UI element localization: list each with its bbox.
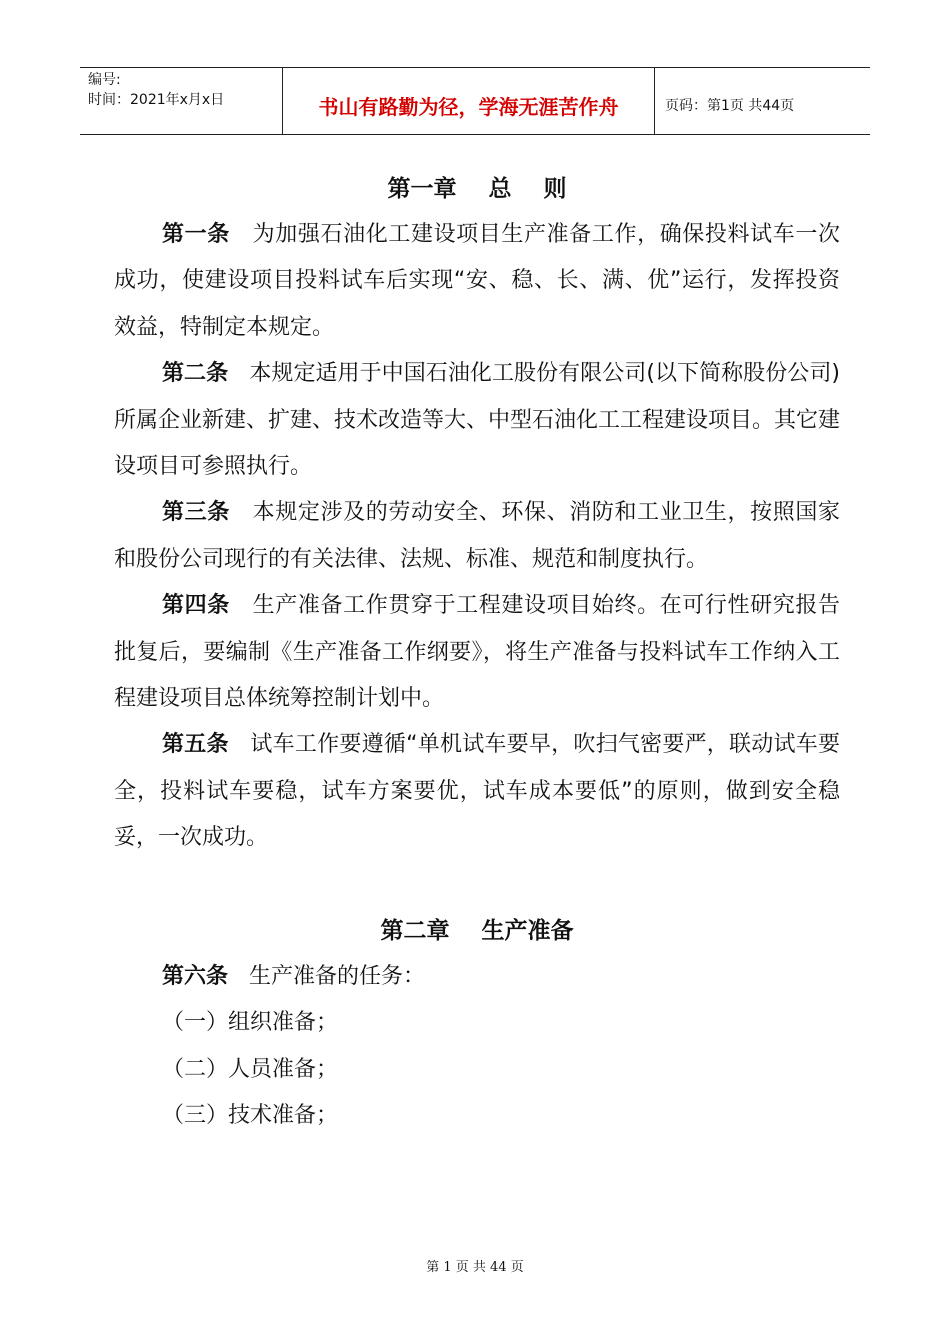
article-text: 生产准备工作贯穿于工程建设项目始终。在可行性研究报告批复后，要编制《生产准备工作纲要》，将生产准备与投料试车工作纳入工程建设项目总体统筹控制计划中。 [114, 593, 840, 712]
article-text: 本规定涉及的劳动安全、环保、消防和工业卫生，按照国家和股份公司现行的有关法律、法规、标准、规范和制度执行。 [114, 500, 840, 572]
article-text: 为加强石油化工建设项目生产准备工作，确保投料试车一次成功，使建设项目投料试车后实现“安、稳、长、满、优”运行，发挥投资效益，特制定本规定。 [114, 222, 840, 340]
document-date: 时间：2021年x月x日 [88, 92, 225, 108]
article-text: 本规定适用于中国石油化工股份有限公司(以下简称股份公司)所属企业新建、扩建、技术改造等大、中型石油化工工程建设项目。其它建设项目可参照执行。 [114, 361, 841, 480]
article [114, 490, 840, 583]
article [114, 351, 840, 490]
page-header [80, 67, 870, 135]
article [114, 954, 840, 1000]
document-number-label: 编号: [88, 72, 121, 88]
article [114, 212, 840, 351]
article [114, 722, 840, 861]
article-text: 试车工作要遵循“单机试车要早，吹扫气密要严，联动试车要全，投料试车要稳，试车方案要优，试车成本要低”的原则，做到安全稳妥，一次成功。 [114, 732, 840, 851]
article-label: 第二条 [162, 361, 229, 387]
list-item: （一）组织准备； [162, 1010, 339, 1036]
article-label: 第一条 [162, 222, 230, 247]
chapter-title: 第一章 总 则 [387, 176, 567, 202]
article-text: 生产准备的任务： [249, 963, 426, 989]
header-meta [80, 68, 282, 134]
header-motto: 书山有路勤为径，学海无涯苦作舟 [282, 68, 655, 134]
document-body [114, 166, 840, 1139]
chapter-title: 第二章 生产准备 [380, 917, 574, 944]
list-item: （三）技术准备； [162, 1102, 339, 1128]
chapter-spacer [114, 862, 840, 908]
header-page-info: 页码：第1页 共44页 [665, 98, 795, 114]
article-label: 第六条 [162, 963, 229, 989]
article-label: 第五条 [162, 732, 229, 758]
article-label: 第四条 [162, 593, 230, 619]
list-item: （二）人员准备； [162, 1056, 339, 1082]
article-label: 第三条 [162, 500, 230, 526]
page-footer: 第 1 页 共 44 页 [426, 1260, 524, 1275]
article [114, 583, 840, 722]
